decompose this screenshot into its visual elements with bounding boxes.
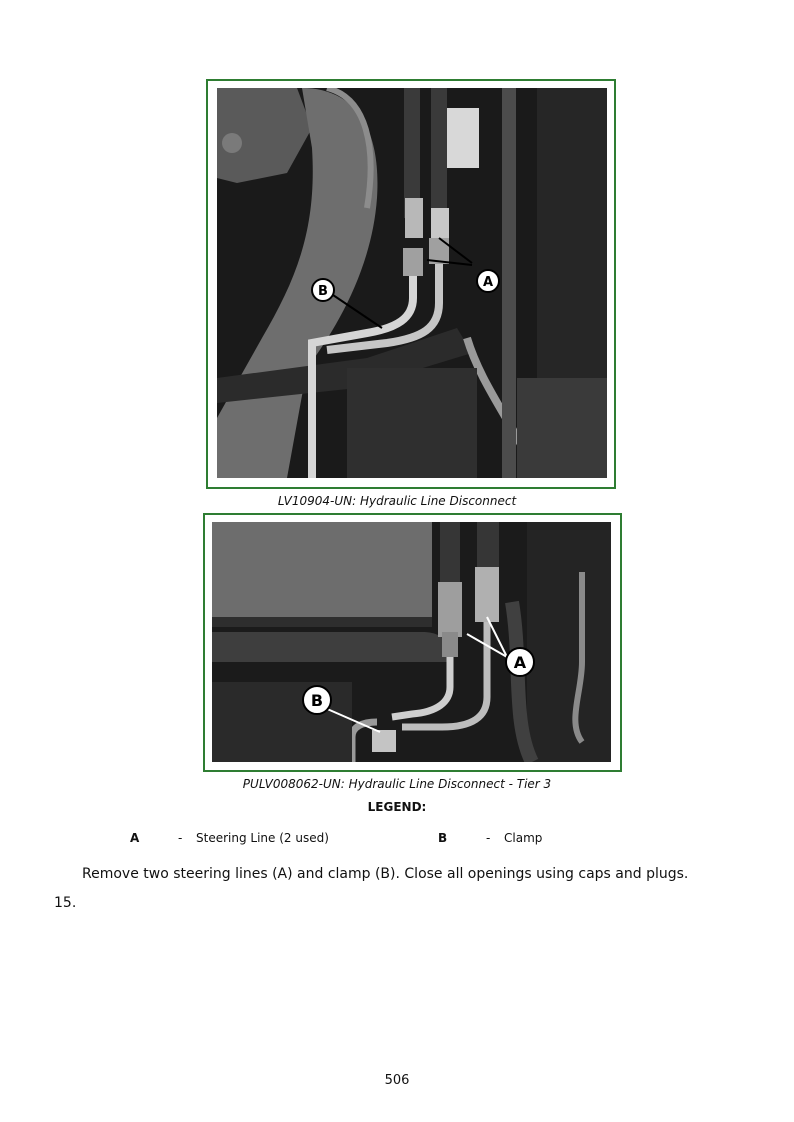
page-number: 506 (384, 1073, 410, 1088)
figure-1-photo (217, 88, 607, 478)
legend-key: A (130, 831, 140, 845)
figure-2-caption: PULV008062-UN: Hydraulic Line Disconnect - Tier 3 (242, 777, 552, 791)
legend-key: B (438, 831, 448, 845)
callout-a-label: A (513, 653, 527, 672)
callout-a-label: A (482, 275, 494, 290)
figure-2-illustration (212, 522, 611, 762)
step-number: 15. (54, 895, 77, 911)
figure-2-photo (212, 522, 611, 762)
legend-title: LEGEND: (367, 800, 427, 814)
legend-dash: - (486, 831, 491, 845)
figure-1-caption: LV10904-UN: Hydraulic Line Disconnect (277, 494, 517, 508)
callout-b-label: B (310, 691, 324, 710)
figure-1-illustration (217, 88, 607, 478)
figure-2-frame (203, 513, 622, 772)
callout-b-label: B (318, 284, 328, 299)
legend-text: Clamp (504, 831, 543, 845)
legend-dash: - (178, 831, 183, 845)
instruction-text: Remove two steering lines (A) and clamp (B). Close all openings using caps and plugs. (82, 866, 689, 882)
legend-text: Steering Line (2 used) (196, 831, 329, 845)
figure-1-frame (206, 79, 616, 489)
